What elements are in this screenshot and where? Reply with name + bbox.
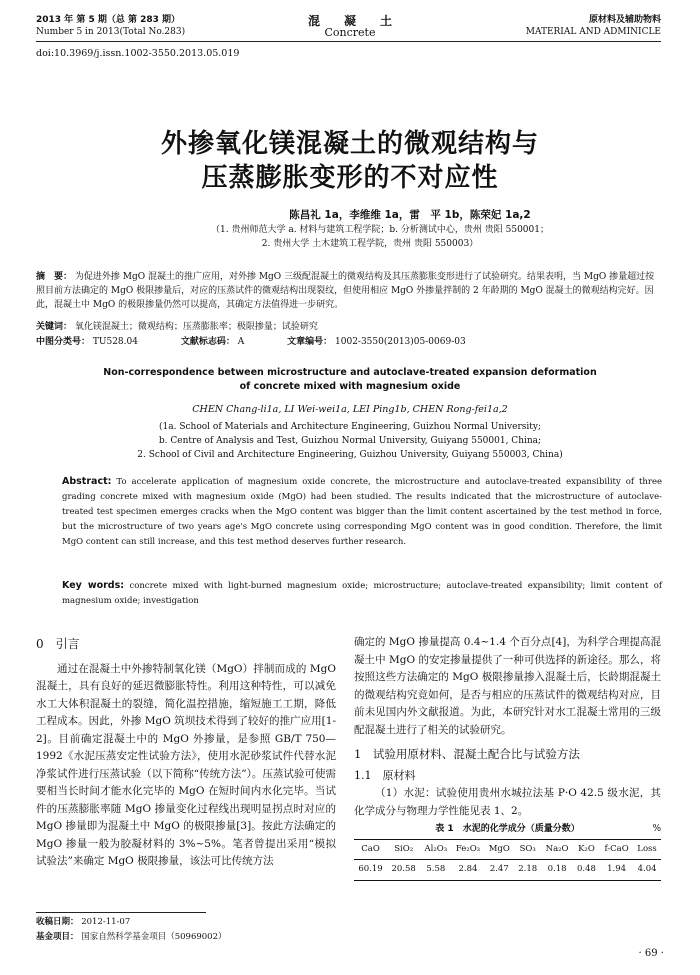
header-issue-en: Number 5 in 2013(Total No.283) bbox=[36, 27, 186, 37]
affiliation-en-1: (1a. School of Materials and Architecture Engineering, Guizhou Normal University; bbox=[159, 422, 541, 432]
clc-label: 中图分类号： bbox=[36, 337, 91, 347]
keywords-en-text: concrete mixed with light-burned magnesium oxide; microstructure; autoclave-treated expansibility; limit content of magnesium oxide; investigation bbox=[62, 581, 662, 606]
abstract-cn-label: 摘 要： bbox=[36, 272, 73, 282]
table-header-cell: SO₃ bbox=[519, 843, 536, 854]
keywords-cn bbox=[36, 320, 661, 334]
journal-name-en: Concrete bbox=[324, 26, 376, 39]
keywords-en-label: Key words: bbox=[62, 580, 125, 591]
section-heading-1: 1 试验用原材料、混凝土配合比与试验方法 bbox=[354, 747, 580, 761]
authors-en: CHEN Chang-li1a, LI Wei-wei1a, LEI Ping1b, CHEN Rong-fei1a,2 bbox=[192, 404, 508, 415]
keywords-cn-text: 氧化镁混凝土；微观结构；压蒸膨胀率；极限掺量；试验研究 bbox=[74, 322, 318, 332]
fund-value: 国家自然科学基金项目（50969002） bbox=[81, 932, 227, 942]
affiliation-en-2: b. Centre of Analysis and Test, Guizhou Normal University, Guiyang 550001, China; bbox=[158, 436, 542, 446]
footnote-received bbox=[36, 916, 130, 929]
title-en-line1: Non-correspondence between microstructure and autoclave-treated expansion deformation bbox=[103, 367, 597, 378]
keywords-cn-label: 关键词： bbox=[36, 322, 73, 332]
title-cn-line1: 外掺氧化镁混凝土的微观结构与 bbox=[160, 129, 539, 159]
received-date: 2012-11-07 bbox=[81, 917, 131, 927]
title-cn-line2: 压蒸膨胀变形的不对应性 bbox=[201, 163, 499, 193]
table-unit: % bbox=[652, 824, 661, 834]
footnote-rule bbox=[36, 912, 206, 913]
doc-code-label: 文献标志码： bbox=[180, 337, 235, 347]
abstract-en-label: Abstract: bbox=[62, 476, 112, 487]
chemical-composition-table bbox=[354, 839, 661, 881]
table-cell: 1.94 bbox=[607, 864, 627, 874]
received-label: 收稿日期： bbox=[36, 917, 79, 927]
table-title: 表 1 水泥的化学成分（质量分数） bbox=[435, 824, 580, 834]
table-cell: 2.47 bbox=[489, 864, 509, 874]
clc-value: TU528.04 bbox=[92, 337, 138, 347]
doi: doi:10.3969/j.issn.1002-3550.2013.05.019 bbox=[36, 48, 240, 59]
right-paragraph-2: （1）水泥：试验使用贵州水城拉法基 P·O 42.5 级水泥，其化学成分与物理力学性能见表 1、2。 bbox=[354, 787, 661, 817]
journal-name-cn: 混 凝 土 bbox=[307, 14, 392, 28]
table-cell: 60.19 bbox=[358, 864, 383, 874]
footnote-fund bbox=[36, 931, 226, 944]
table-header-cell: Loss bbox=[637, 843, 657, 854]
article-no-label: 文章编号： bbox=[287, 337, 333, 347]
table-row bbox=[354, 860, 661, 881]
table-cell: 0.18 bbox=[547, 864, 567, 874]
page-number: · 69 · bbox=[638, 948, 664, 959]
table-cell: 0.48 bbox=[576, 864, 596, 874]
fund-label: 基金项目： bbox=[36, 932, 79, 942]
table-cell: 2.84 bbox=[458, 864, 478, 874]
table-header-cell: CaO bbox=[361, 843, 380, 854]
table-header-cell: K₂O bbox=[578, 843, 595, 854]
doc-code-value: A bbox=[237, 337, 245, 347]
table-cell: 4.04 bbox=[637, 864, 657, 874]
affiliation-cn-1: （1. 贵州师范大学 a. 材料与建筑工程学院；b. 分析测试中心，贵州 贵阳 550001； bbox=[211, 225, 549, 235]
right-paragraph-1: 确定的 MgO 掺量提高 0.4~1.4 个百分点[4]，为科学合理提高混凝土中 MgO 的安定掺量提供了一种可供选择的新途径。那么，将按照这些方法确定的 MgO 极限掺量掺入混凝土后，长龄期混凝土的微观结构究竟如何，是否与相应的压蒸试件的微观结构对应，目前未见国内外文献报道。为此，本研究针对水工混凝土常用的三级配混凝土进行了相关的试验研究。 bbox=[354, 636, 661, 736]
right-column bbox=[354, 634, 661, 881]
abstract-cn-text: 为促进外掺 MgO 混凝土的推广应用，对外掺 MgO 三级配混凝土的微观结构及其压蒸膨胀变形进行了试验研究。结果表明，当 MgO 掺量超过按照目前方法确定的 MgO 极限掺量后，对应的压蒸试件的微观结构出现裂纹，但使用相应 MgO 外掺量拌制的 2 年龄期的 MgO 混凝土的微观结构完好。因此，混凝土中 MgO 的极限掺量仍然可以提高，其确定方法值得进一步研究。 bbox=[36, 272, 655, 310]
table-header-cell: Na₂O bbox=[545, 843, 569, 854]
affiliation-cn-2: 2. 贵州大学 土木建筑工程学院，贵州 贵阳 550003） bbox=[261, 239, 479, 249]
table-header-row bbox=[354, 839, 661, 860]
table-cell: 5.58 bbox=[426, 864, 446, 874]
affiliation-en-3: 2. School of Civil and Architecture Engineering, Guizhou University, Guiyang 550003, China) bbox=[137, 450, 563, 460]
table-cell: 20.58 bbox=[391, 864, 416, 874]
keywords-en bbox=[62, 578, 662, 609]
header-issue-cn: 2013 年 第 5 期（总 第 283 期） bbox=[36, 15, 181, 25]
left-column bbox=[36, 636, 336, 871]
section-name-en: MATERIAL AND ADMINICLE bbox=[525, 27, 661, 37]
table-header-cell: Al₂O₃ bbox=[424, 843, 448, 854]
table-header-cell: f-CaO bbox=[604, 843, 629, 854]
title-en-line2: of concrete mixed with magnesium oxide bbox=[239, 381, 461, 392]
section-heading-intro: 0 引言 bbox=[36, 637, 80, 651]
table-header-cell: SiO₂ bbox=[394, 843, 414, 854]
abstract-en bbox=[62, 474, 662, 550]
article-no-value: 1002-3550(2013)05-0069-03 bbox=[335, 337, 466, 347]
header-rule bbox=[36, 41, 661, 42]
table-header-cell: MgO bbox=[488, 843, 510, 854]
abstract-en-text: To accelerate application of magnesium oxide concrete, the microstructure and autoclave-treated expansibility of three grading concrete mixed with magnesium oxide (MgO) had been studied. The results indicated that the microstructure of autoclave-treated test specimen emerges cracks when the MgO content was bigger than the limit content ascertained by the test method in force, but the microstructure of two years age's MgO concrete using corresponding MgO content was in good condition. Therefore, the limit MgO content can still increase, and this test method deserves further research. bbox=[62, 477, 663, 547]
intro-paragraph: 通过在混凝土中外掺特制氧化镁（MgO）拌制而成的 MgO 混凝土，具有良好的延迟微膨胀特性。利用这种特性，可以减免水工大体积混凝土的裂缝，简化温控措施，缩短施工工期，降低工程成本。因此，外掺 MgO 筑坝技术得到了较好的推广应用[1-2]。目前确定混凝土中的 MgO 外掺量，是参照 GB/T 750—1992《水泥压蒸安定性试验方法》，使用水泥砂浆试件代替水泥净浆试件进行压蒸试验（以下简称“传统方法”）。压蒸试验可使需要相当长时间才能水化完毕的 MgO 在短时间内水化完毕。当试件的压蒸膨胀率随 MgO 掺量变化过程线出现明显拐点时对应的 MgO 掺量即为混凝土中 MgO 的极限掺量[3]。按此方法确定的 MgO 掺量一般为胶凝材料的 3%~5%。笔者曾提出采用“模拟试验法”来确定 MgO 极限掺量，该法可比传统方法 bbox=[36, 662, 336, 867]
authors-cn: 陈昌礼 1a，李维维 1a，雷 平 1b，陈荣妃 1a,2 bbox=[289, 209, 531, 221]
section-name-cn: 原材料及辅助物料 bbox=[588, 15, 661, 25]
table-caption bbox=[354, 821, 661, 839]
section-heading-1-1: 1.1 原材料 bbox=[354, 768, 416, 782]
abstract-cn bbox=[36, 270, 661, 312]
classification-line bbox=[36, 335, 661, 349]
table-header-cell: Fe₂O₃ bbox=[455, 843, 481, 854]
table-cell: 2.18 bbox=[518, 864, 538, 874]
